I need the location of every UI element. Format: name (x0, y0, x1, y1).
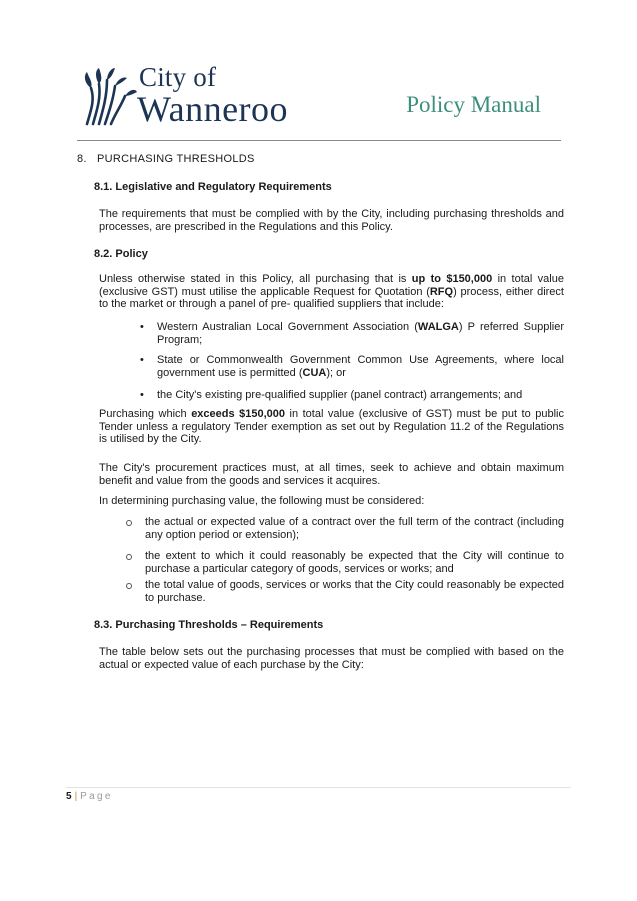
subsection-heading-8-2 (94, 248, 148, 260)
bold-run: exceeds $150,000 (191, 408, 286, 420)
paragraph-8-2-tender (99, 408, 564, 446)
text-run: Western Australian Local Government Association ( (157, 321, 418, 333)
bullet-icon: • (140, 321, 144, 333)
list-item: the City's existing pre-qualified supplier (panel contract) arrangements; and (157, 389, 523, 401)
kangaroo-paw-logo-icon (77, 66, 139, 128)
text-run: State or Commonwealth Government Common Use Agreements, where local government use is permitted ( (157, 354, 564, 379)
city-logo (77, 62, 307, 132)
circle-bullet-icon (125, 582, 133, 590)
bold-run: up to $150,000 (411, 273, 493, 285)
page-footer (66, 791, 113, 802)
bold-run: CUA (302, 366, 327, 379)
paragraph-8-2-determining: In determining purchasing value, the following must be considered: (99, 495, 425, 507)
page-number: 5 (66, 791, 72, 802)
bullet-icon: • (140, 354, 144, 366)
subsection-heading-8-1: 8.1. Legislative and Regulatory Requirements (94, 181, 332, 193)
paragraph-8-2-practices: The City's procurement practices must, at all times, seek to achieve and obtain maximum benefit and value from the goods and services it acquires. (99, 462, 564, 487)
section-number: 8. (77, 153, 87, 165)
bullet-icon: • (140, 389, 144, 401)
text-run: in total value (exclusive of GST) must be put to public Tender unless a regulatory Tender exemption as set out by Regulation 11.2 of the Regulations is utilised by the City. (99, 408, 564, 445)
section-heading (77, 153, 255, 165)
text-run: ) process, either direct to the market or through a panel of pre- qualified suppliers that include: (99, 285, 564, 310)
logo-city-text: City of (139, 62, 217, 92)
list-item: the total value of goods, services or works that the City could reasonably be expected to purchase. (145, 579, 564, 604)
text-run: in total value (exclusive GST) must utilise the applicable Request for Quotation ( (99, 273, 564, 298)
circle-bullet-icon (125, 553, 133, 561)
paragraph-8-3: The table below sets out the purchasing processes that must be complied with based on the actual or expected value of each purchase by the City: (99, 646, 564, 671)
logo-name-text: Wanneroo (137, 89, 289, 129)
footer-divider (66, 787, 571, 788)
list-item: the actual or expected value of a contract over the full term of the contract (including any option period or extension); (145, 516, 564, 541)
paragraph-8-1: The requirements that must be complied with by the City, including purchasing thresholds and processes, are prescribed in the Regulations and this Policy. (99, 208, 564, 233)
text-run: Purchasing which (99, 408, 192, 420)
circle-bullet-icon (125, 519, 133, 527)
subsection-heading-8-3: 8.3. Purchasing Thresholds – Requirements (94, 619, 324, 631)
bold-run: RFQ (429, 285, 454, 298)
paragraph-8-2-intro (99, 273, 564, 311)
page-label: Page (80, 791, 113, 802)
text-run: Unless otherwise stated in this Policy, all purchasing that is (99, 273, 412, 285)
header-divider (77, 140, 561, 141)
list-item: the extent to which it could reasonably be expected that the City will continue to purchase a particular category of goods, services or works; and (145, 550, 564, 575)
manual-title: Policy Manual (406, 92, 541, 117)
section-title: PURCHASING THRESHOLDS (97, 153, 255, 165)
text-run: ); or (326, 366, 346, 379)
list-item (157, 321, 564, 346)
footer-separator: | (74, 791, 78, 802)
heading-text: 8.2. Policy (94, 248, 148, 260)
list-item (157, 354, 564, 379)
bold-run: WALGA (417, 321, 459, 333)
text-run: ) P referred Supplier Program; (157, 321, 564, 346)
